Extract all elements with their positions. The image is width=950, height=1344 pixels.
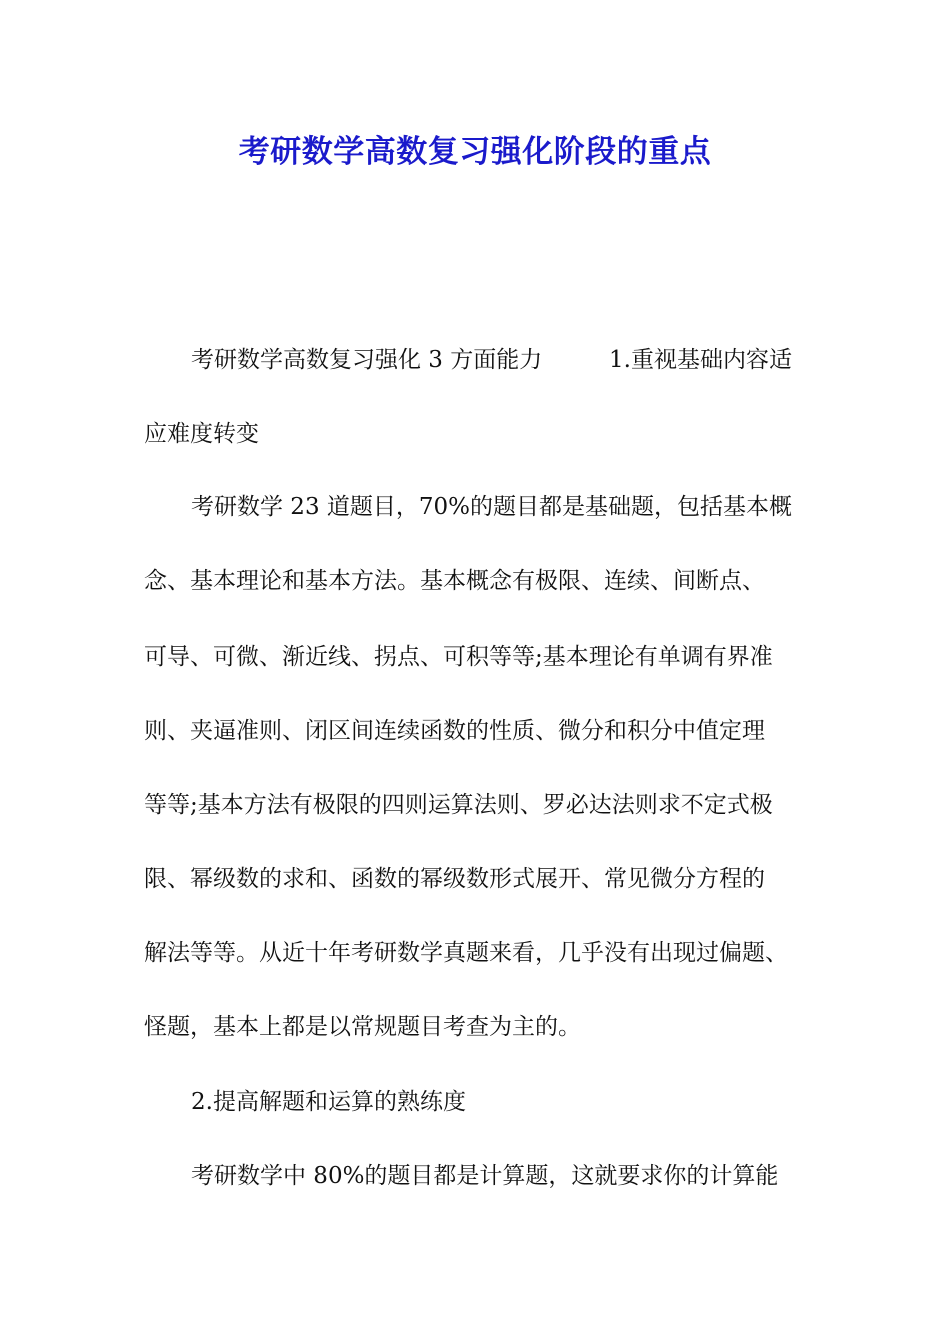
section-heading: 2.提高解题和运算的熟练度 [191,1089,466,1115]
paragraph-line: 怪题，基本上都是以常规题目考查为主的。 [144,1014,581,1040]
paragraph-line: 考研数学 23 道题目，70%的题目都是基础题，包括基本概 [191,494,793,520]
paragraph-line: 可导、可微、渐近线、拐点、可积等等;基本理论有单调有界准 [144,644,773,670]
paragraph-line: 念、基本理论和基本方法。基本概念有极限、连续、间断点、 [144,568,765,594]
paragraph-line: 限、幂级数的求和、函数的幂级数形式展开、常见微分方程的 [144,866,765,892]
paragraph-line: 1.重视基础内容适 [609,347,792,373]
paragraph-line: 考研数学高数复习强化 3 方面能力 [191,347,543,373]
paragraph-line: 等等;基本方法有极限的四则运算法则、罗必达法则求不定式极 [144,792,773,818]
paragraph-line: 则、夹逼准则、闭区间连续函数的性质、微分和积分中值定理 [144,718,765,744]
paragraph-line: 应难度转变 [144,421,259,447]
document-title: 考研数学高数复习强化阶段的重点 [238,134,712,170]
paragraph-line: 解法等等。从近十年考研数学真题来看，几乎没有出现过偏题、 [144,940,788,966]
paragraph-line: 考研数学中 80%的题目都是计算题，这就要求你的计算能 [191,1163,779,1189]
